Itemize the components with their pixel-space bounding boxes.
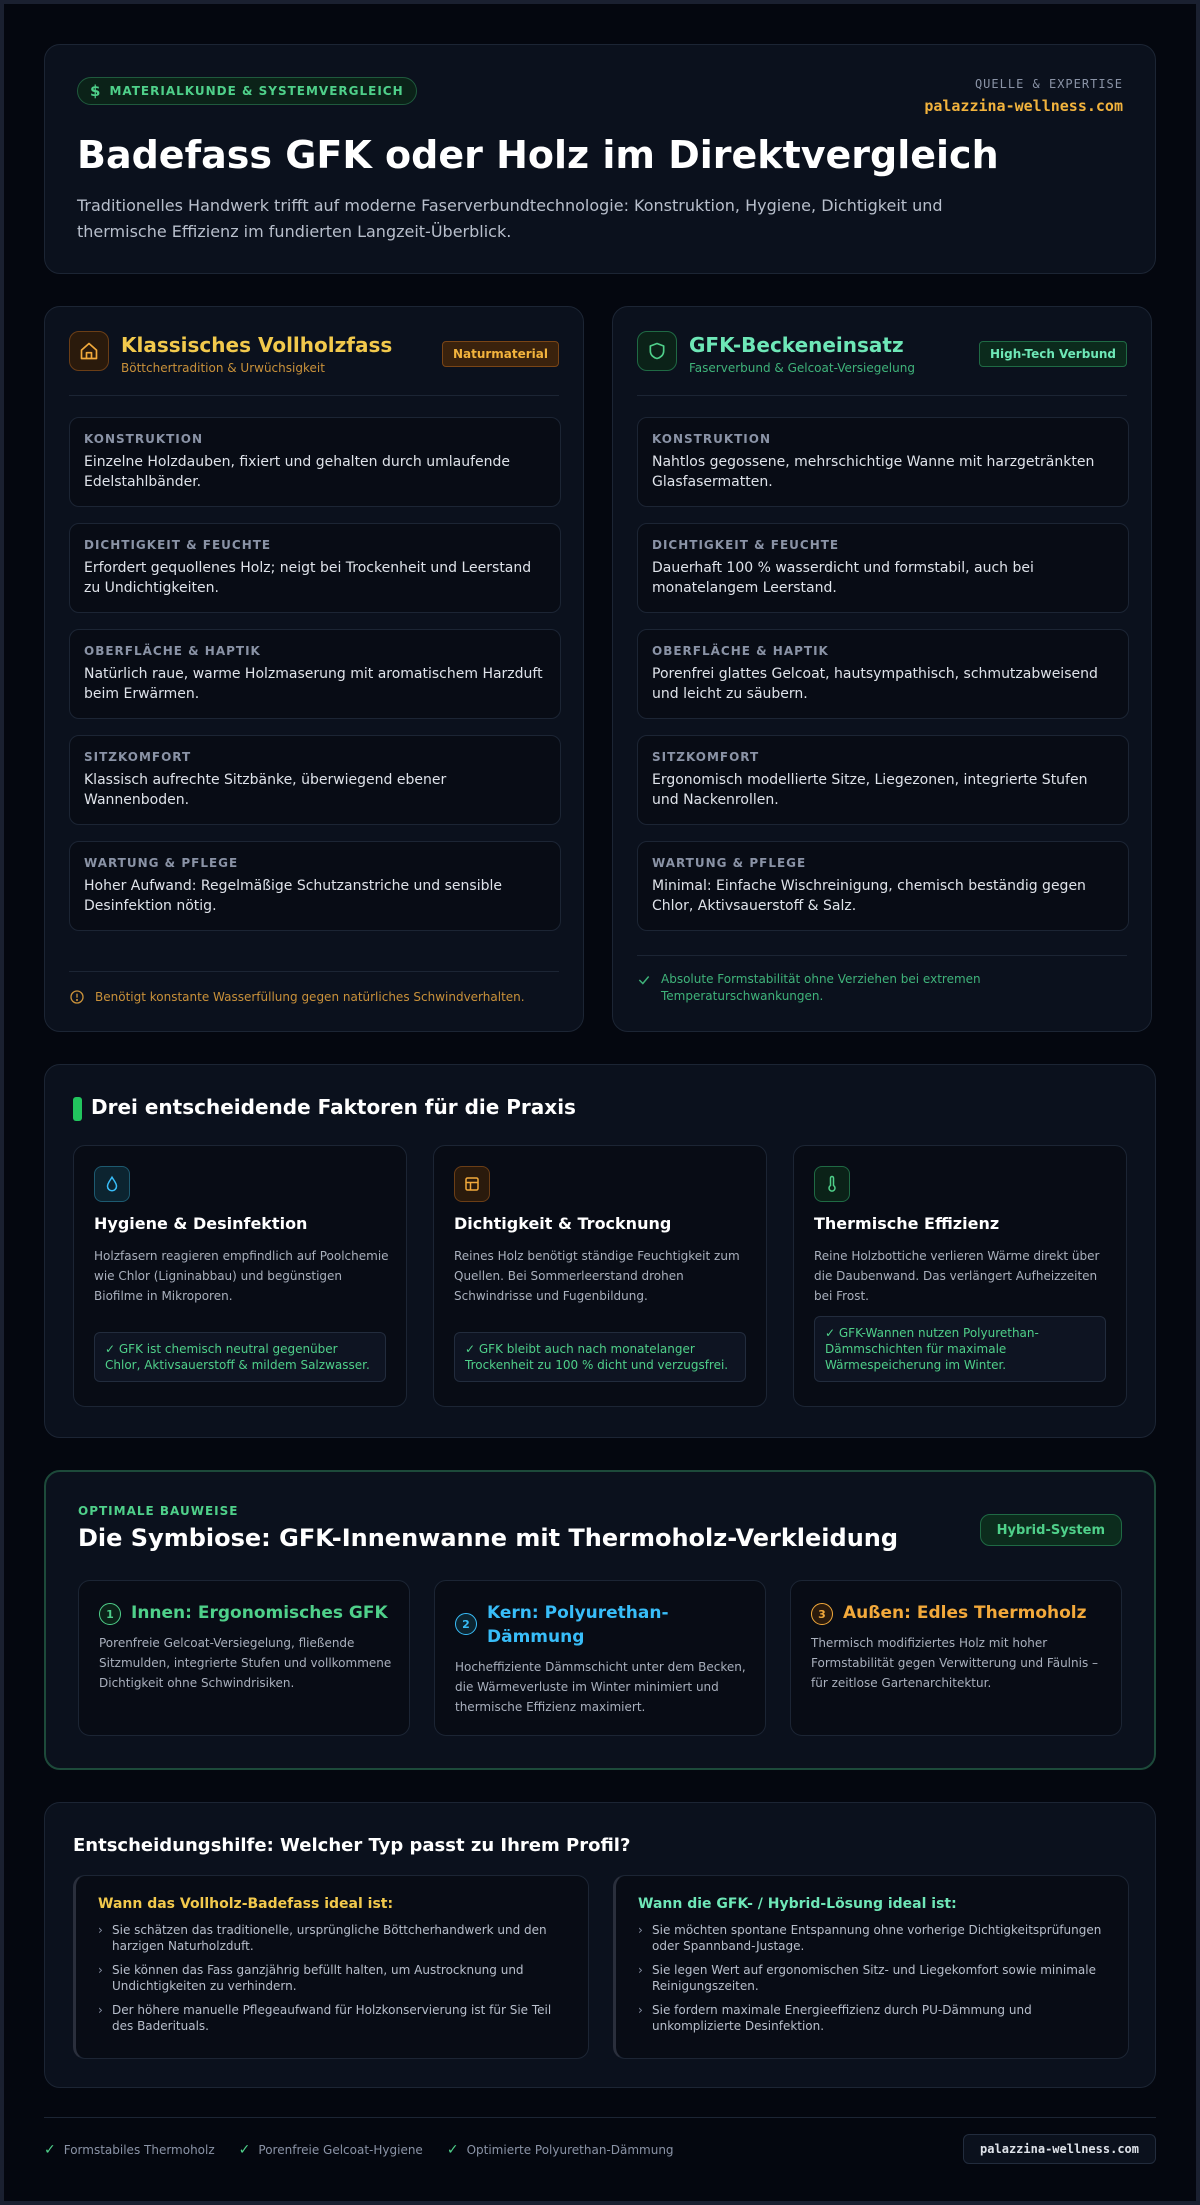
hybrid-badge: Hybrid-System (980, 1514, 1122, 1546)
gfk-badge: High-Tech Verbund (979, 341, 1127, 367)
decision-wood-box (73, 1875, 589, 2059)
category-pill (77, 77, 417, 105)
hybrid-item-title: Kern: Polyurethan-Dämmung (487, 1603, 669, 1647)
footer-feature (44, 2142, 215, 2158)
divider (637, 955, 1127, 956)
thermometer-icon (814, 1166, 850, 1202)
decision-wood-list (98, 1922, 572, 2042)
wood-prop-sealing (69, 523, 561, 613)
factor-note: ✓ GFK bleibt auch nach monatelanger Trockenheit zu 100 % dicht und verzugsfrei. (454, 1332, 746, 1382)
factor-thermal (793, 1145, 1127, 1407)
info-icon (69, 989, 85, 1005)
footer-url-link[interactable]: palazzina-wellness.com (963, 2134, 1156, 2164)
gfk-prop-maintenance (637, 841, 1129, 931)
gfk-title: GFK-Beckeneinsatz (689, 333, 904, 357)
footer-divider (44, 2117, 1156, 2118)
factor-note: ✓ GFK ist chemisch neutral gegenüber Chlor, Aktivsauerstoff & mildem Salzwasser. (94, 1332, 386, 1382)
factor-text: Reines Holz benötigt ständige Feuchtigkeit zum Quellen. Bei Sommerleerstand drohen Schwindrisse und Fugenbildung. (454, 1249, 740, 1303)
wood-footnote-text: Benötigt konstante Wasserfüllung gegen natürliches Schwindverhalten. (95, 990, 525, 1004)
step-number: 2 (455, 1613, 477, 1635)
list-item: › Sie können das Fass ganzjährig befüllt halten, um Austrocknung und Undichtigkeiten zu verhindern. (98, 1962, 572, 1994)
gfk-prop-surface (637, 629, 1129, 719)
wood-prop-seating (69, 735, 561, 825)
shield-icon (637, 331, 677, 371)
page-subtitle: Traditionelles Handwerk trifft auf moderne Faserverbundtechnologie: Konstruktion, Hygiene, Dichtigkeit und thermische Effizienz im fundierten Langzeit-Überblick. (77, 196, 943, 241)
factor-title: Hygiene & Desinfektion (94, 1214, 308, 1233)
hybrid-item-title: Innen: Ergonomisches GFK (131, 1603, 388, 1623)
factor-hygiene (73, 1145, 407, 1407)
divider (69, 971, 559, 972)
gfk-subtitle: Faserverbund & Gelcoat-Versiegelung (689, 361, 915, 375)
list-item: › Der höhere manuelle Pflegeaufwand für Holzkonservierung ist für Sie Teil des Baderituals. (98, 2002, 572, 2034)
factor-text: Reine Holzbottiche verlieren Wärme direkt über die Daubenwand. Das verlängert Aufheizzeiten bei Frost. (814, 1249, 1100, 1303)
category-pill-label: MATERIALKUNDE & SYSTEMVERGLEICH (109, 84, 404, 98)
prop-text: Dauerhaft 100 % wasserdicht und formstabil, auch bei monatelangem Leerstand. (652, 560, 1034, 596)
hero-card (44, 44, 1156, 274)
wood-prop-construction (69, 417, 561, 507)
decision-gfk-list (638, 1922, 1112, 2042)
prop-label: WARTUNG & PFLEGE (84, 856, 239, 870)
prop-label: SITZKOMFORT (84, 750, 192, 764)
divider (69, 395, 559, 396)
hybrid-item-text: Thermisch modifiziertes Holz mit hoher Formstabilität gegen Verwitterung und Fäulnis – für zeitlose Gartenarchitektur. (811, 1636, 1099, 1690)
droplet-icon (94, 1166, 130, 1202)
factor-title: Dichtigkeit & Trocknung (454, 1214, 672, 1233)
prop-label: SITZKOMFORT (652, 750, 760, 764)
wood-prop-surface (69, 629, 561, 719)
prop-text: Nahtlos gegossene, mehrschichtige Wanne mit harzgetränkten Glasfasermatten. (652, 454, 1095, 490)
factor-text: Holzfasern reagieren empfindlich auf Poolchemie wie Chlor (Ligninabbau) und begünstigen Biofilme in Mikroporen. (94, 1249, 389, 1303)
decision-section (44, 1802, 1156, 2088)
gfk-prop-construction (637, 417, 1129, 507)
footer-feature (447, 2142, 674, 2158)
gfk-column (612, 306, 1152, 1032)
prop-label: KONSTRUKTION (652, 432, 772, 446)
footer-feature-label: Porenfreie Gelcoat-Hygiene (258, 2143, 423, 2157)
page-title: Badefass GFK oder Holz im Direktvergleich (77, 133, 999, 177)
hybrid-item-outer (790, 1580, 1122, 1736)
section-accent-bar (73, 1097, 82, 1121)
prop-text: Hoher Aufwand: Regelmäßige Schutzanstriche und sensible Desinfektion nötig. (84, 878, 502, 914)
hybrid-section (44, 1470, 1156, 1770)
source-label: QUELLE & EXPERTISE (974, 77, 1123, 91)
prop-label: WARTUNG & PFLEGE (652, 856, 807, 870)
hybrid-item-core (434, 1580, 766, 1736)
prop-text: Einzelne Holzdauben, fixiert und gehalten durch umlaufende Edelstahlbänder. (84, 454, 510, 490)
dollar-icon: $ (90, 82, 102, 100)
factor-title: Thermische Effizienz (814, 1214, 1000, 1233)
prop-text: Klassisch aufrechte Sitzbänke, überwiegend ebener Wannenboden. (84, 772, 447, 808)
decision-gfk-heading: Wann die GFK- / Hybrid-Lösung ideal ist: (638, 1896, 957, 1912)
footer-feature-label: Optimierte Polyurethan-Dämmung (466, 2143, 674, 2157)
list-item: › Sie möchten spontane Entspannung ohne vorherige Dichtigkeitsprüfungen oder Spannband-Justage. (638, 1922, 1112, 1954)
hybrid-eyebrow: OPTIMALE BAUWEISE (78, 1504, 239, 1518)
check-icon: ✓ (44, 2142, 56, 2158)
prop-label: DICHTIGKEIT & FEUCHTE (84, 538, 272, 552)
decision-title: Entscheidungshilfe: Welcher Typ passt zu Ihrem Profil? (73, 1835, 631, 1856)
wood-subtitle: Böttchertradition & Urwüchsigkeit (121, 361, 325, 375)
prop-text: Porenfrei glattes Gelcoat, hautsympathisch, schmutzabweisend und leicht zu säubern. (652, 666, 1098, 702)
hybrid-item-inner (78, 1580, 410, 1736)
check-icon: ✓ (446, 2142, 459, 2158)
source-url: palazzina-wellness.com (924, 97, 1123, 115)
prop-label: KONSTRUKTION (84, 432, 204, 446)
factor-sealing (433, 1145, 767, 1407)
step-number: 1 (99, 1603, 121, 1625)
prop-text: Minimal: Einfache Wischreinigung, chemisch beständig gegen Chlor, Aktivsauerstoff & Salz. (652, 878, 1086, 914)
prop-text: Ergonomisch modellierte Sitze, Liegezonen, integrierte Stufen und Nackenrollen. (652, 772, 1088, 808)
gfk-footnote-text: Absolute Formstabilität ohne Verziehen bei extremen Temperaturschwankungen. (661, 972, 981, 1003)
factor-note: ✓ GFK-Wannen nutzen Polyurethan-Dämmschichten für maximale Wärmespeicherung im Winter. (814, 1316, 1106, 1382)
prop-label: DICHTIGKEIT & FEUCHTE (652, 538, 840, 552)
gfk-prop-seating (637, 735, 1129, 825)
prop-label: OBERFLÄCHE & HAPTIK (84, 644, 261, 658)
wood-prop-maintenance (69, 841, 561, 931)
hybrid-title: Die Symbiose: GFK-Innenwanne mit Thermoholz-Verkleidung (78, 1524, 899, 1552)
hybrid-item-title: Außen: Edles Thermoholz (843, 1603, 1087, 1623)
footer-feature (239, 2142, 423, 2158)
list-item: › Sie legen Wert auf ergonomischen Sitz- und Liegekomfort sowie minimale Reinigungszeiten. (638, 1962, 1112, 1994)
step-number: 3 (811, 1603, 833, 1625)
hybrid-item-text: Porenfreie Gelcoat-Versiegelung, fließende Sitzmulden, integrierte Stufen und vollkommene Dichtigkeit ohne Schwindrisiken. (99, 1636, 392, 1690)
wood-column (44, 306, 584, 1032)
hybrid-item-text: Hocheffiziente Dämmschicht unter dem Becken, die Wärmeverluste im Winter minimiert und thermische Effizienz maximiert. (455, 1660, 746, 1714)
wood-footnote (69, 989, 559, 1006)
decision-gfk-box (613, 1875, 1129, 2059)
wood-title: Klassisches Vollholzfass (121, 333, 393, 357)
list-item: › Sie schätzen das traditionelle, ursprüngliche Böttcherhandwerk und den harzigen Naturholzduft. (98, 1922, 572, 1954)
footer-feature-label: Formstabiles Thermoholz (63, 2143, 215, 2157)
wood-badge: Naturmaterial (442, 341, 559, 367)
divider (637, 395, 1127, 396)
factors-section (44, 1064, 1156, 1438)
check-icon (637, 973, 651, 987)
prop-text: Erfordert gequollenes Holz; neigt bei Trockenheit und Leerstand zu Undichtigkeiten. (84, 560, 532, 596)
layout-icon (454, 1166, 490, 1202)
check-icon: ✓ (238, 2142, 251, 2158)
list-item: › Sie fordern maximale Energieeffizienz durch PU-Dämmung und unkomplizierte Desinfektion. (638, 2002, 1112, 2034)
prop-text: Natürlich raue, warme Holzmaserung mit aromatischem Harzduft beim Erwärmen. (84, 666, 543, 702)
footer-features (44, 2142, 674, 2158)
prop-label: OBERFLÄCHE & HAPTIK (652, 644, 829, 658)
gfk-footnote (637, 971, 1127, 1005)
house-icon (69, 331, 109, 371)
decision-wood-heading: Wann das Vollholz-Badefass ideal ist: (98, 1896, 394, 1912)
factors-title: Drei entscheidende Faktoren für die Praxis (91, 1095, 576, 1119)
gfk-prop-sealing (637, 523, 1129, 613)
